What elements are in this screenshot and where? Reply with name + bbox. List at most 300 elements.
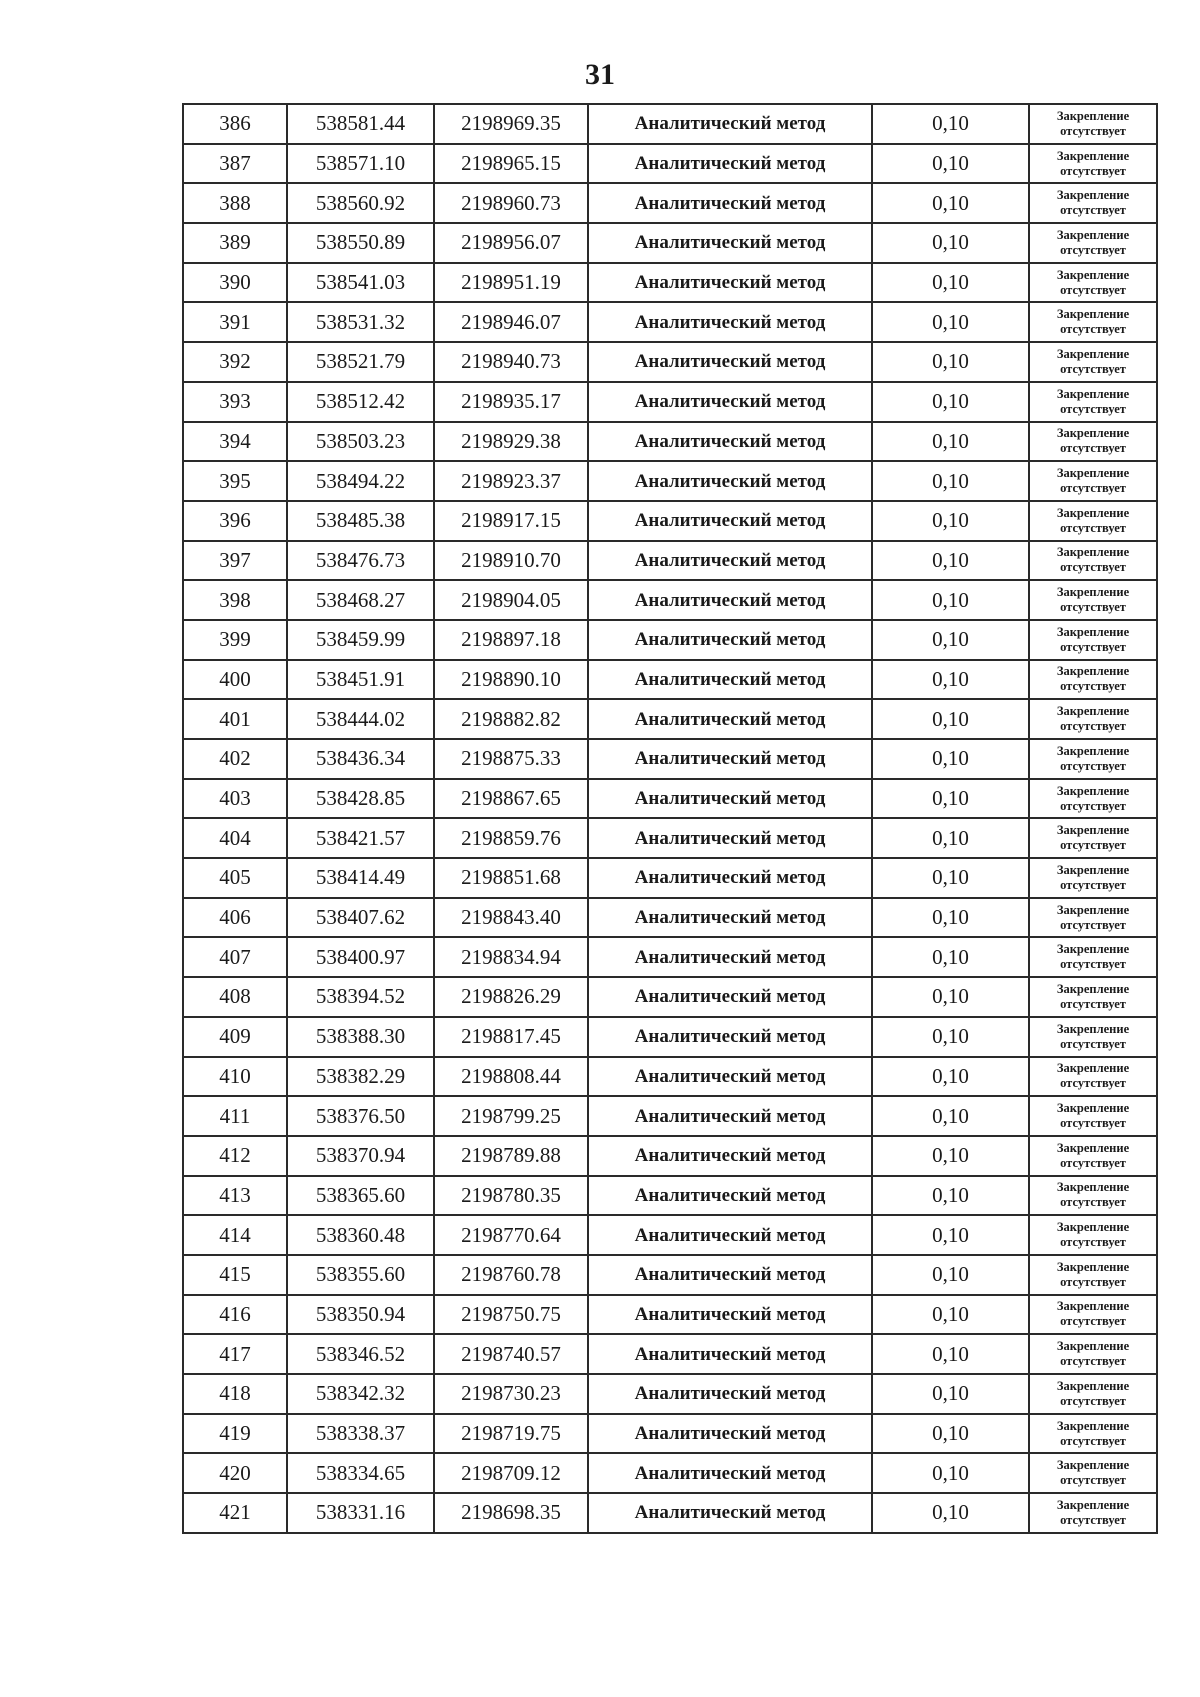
fixation-text: Закрепление [1056, 1220, 1130, 1235]
point-number-cell: 408 [183, 977, 287, 1017]
point-number-cell: 387 [183, 144, 287, 184]
point-number-cell: 402 [183, 739, 287, 779]
fixation-cell [1029, 382, 1157, 422]
fixation-text: отсутствует [1060, 1116, 1126, 1131]
fixation-text: Закрепление [1056, 148, 1130, 163]
accuracy-cell: 0,10 [872, 818, 1029, 858]
y-coordinate-cell: 2198951.19 [434, 263, 588, 303]
fixation-text: Закрепление [1056, 1101, 1130, 1116]
fixation-text: отсутствует [1060, 996, 1126, 1011]
fixation-cell [1029, 977, 1157, 1017]
point-number-cell: 409 [183, 1017, 287, 1057]
fixation-cell [1029, 1255, 1157, 1295]
fixation-cell [1029, 620, 1157, 660]
point-number-cell: 416 [183, 1295, 287, 1335]
x-coordinate-cell: 538541.03 [287, 263, 434, 303]
table-row [183, 223, 1157, 263]
method-cell: Аналитический метод [588, 342, 872, 382]
fixation-cell [1029, 1334, 1157, 1374]
fixation-text: отсутствует [1060, 1274, 1126, 1289]
table-row [183, 620, 1157, 660]
table-row [183, 937, 1157, 977]
fixation-cell [1029, 342, 1157, 382]
x-coordinate-cell: 538376.50 [287, 1096, 434, 1136]
point-number-cell: 417 [183, 1334, 287, 1374]
fixation-text: отсутствует [1060, 798, 1126, 813]
fixation-text: отсутствует [1060, 1354, 1126, 1369]
y-coordinate-cell: 2198789.88 [434, 1136, 588, 1176]
point-number-cell: 399 [183, 620, 287, 660]
x-coordinate-cell: 538407.62 [287, 898, 434, 938]
point-number-cell: 393 [183, 382, 287, 422]
point-number-cell: 398 [183, 580, 287, 620]
fixation-text: отсутствует [1060, 838, 1126, 853]
accuracy-cell: 0,10 [872, 1176, 1029, 1216]
y-coordinate-cell: 2198760.78 [434, 1255, 588, 1295]
method-cell: Аналитический метод [588, 1334, 872, 1374]
y-coordinate-cell: 2198834.94 [434, 937, 588, 977]
table-row [183, 818, 1157, 858]
fixation-text: Закрепление [1056, 1418, 1130, 1433]
fixation-text: Закрепление [1056, 902, 1130, 917]
fixation-text: Закрепление [1056, 386, 1130, 401]
fixation-text: Закрепление [1056, 346, 1130, 361]
y-coordinate-cell: 2198867.65 [434, 779, 588, 819]
point-number-cell: 388 [183, 183, 287, 223]
fixation-text: Закрепление [1056, 188, 1130, 203]
table-row [183, 699, 1157, 739]
fixation-text: отсутствует [1060, 1076, 1126, 1091]
accuracy-cell: 0,10 [872, 1136, 1029, 1176]
x-coordinate-cell: 538459.99 [287, 620, 434, 660]
y-coordinate-cell: 2198946.07 [434, 302, 588, 342]
fixation-text: отсутствует [1060, 401, 1126, 416]
accuracy-cell: 0,10 [872, 779, 1029, 819]
method-cell: Аналитический метод [588, 461, 872, 501]
point-number-cell: 394 [183, 422, 287, 462]
method-cell: Аналитический метод [588, 1295, 872, 1335]
point-number-cell: 415 [183, 1255, 287, 1295]
x-coordinate-cell: 538342.32 [287, 1374, 434, 1414]
fixation-cell [1029, 144, 1157, 184]
table-row [183, 501, 1157, 541]
x-coordinate-cell: 538414.49 [287, 858, 434, 898]
accuracy-cell: 0,10 [872, 104, 1029, 144]
x-coordinate-cell: 538521.79 [287, 342, 434, 382]
accuracy-cell: 0,10 [872, 541, 1029, 581]
table-row [183, 104, 1157, 144]
table-row [183, 898, 1157, 938]
fixation-cell [1029, 898, 1157, 938]
accuracy-cell: 0,10 [872, 1057, 1029, 1097]
table-row [183, 1453, 1157, 1493]
fixation-cell [1029, 1453, 1157, 1493]
point-number-cell: 404 [183, 818, 287, 858]
fixation-cell [1029, 1096, 1157, 1136]
accuracy-cell: 0,10 [872, 1334, 1029, 1374]
fixation-cell [1029, 580, 1157, 620]
accuracy-cell: 0,10 [872, 620, 1029, 660]
table-row [183, 422, 1157, 462]
fixation-text: Закрепление [1056, 823, 1130, 838]
accuracy-cell: 0,10 [872, 1215, 1029, 1255]
table-row [183, 779, 1157, 819]
accuracy-cell: 0,10 [872, 1295, 1029, 1335]
fixation-cell [1029, 501, 1157, 541]
method-cell: Аналитический метод [588, 1176, 872, 1216]
x-coordinate-cell: 538550.89 [287, 223, 434, 263]
method-cell: Аналитический метод [588, 1057, 872, 1097]
method-cell: Аналитический метод [588, 382, 872, 422]
fixation-text: отсутствует [1060, 361, 1126, 376]
fixation-cell [1029, 541, 1157, 581]
point-number-cell: 392 [183, 342, 287, 382]
table-row [183, 1493, 1157, 1533]
accuracy-cell: 0,10 [872, 183, 1029, 223]
x-coordinate-cell: 538468.27 [287, 580, 434, 620]
y-coordinate-cell: 2198910.70 [434, 541, 588, 581]
table-row [183, 183, 1157, 223]
method-cell: Аналитический метод [588, 660, 872, 700]
fixation-cell [1029, 779, 1157, 819]
method-cell: Аналитический метод [588, 1453, 872, 1493]
fixation-cell [1029, 1493, 1157, 1533]
x-coordinate-cell: 538451.91 [287, 660, 434, 700]
point-number-cell: 386 [183, 104, 287, 144]
fixation-cell [1029, 302, 1157, 342]
y-coordinate-cell: 2198799.25 [434, 1096, 588, 1136]
method-cell: Аналитический метод [588, 422, 872, 462]
x-coordinate-cell: 538421.57 [287, 818, 434, 858]
fixation-cell [1029, 858, 1157, 898]
fixation-cell [1029, 818, 1157, 858]
accuracy-cell: 0,10 [872, 302, 1029, 342]
method-cell: Аналитический метод [588, 818, 872, 858]
accuracy-cell: 0,10 [872, 342, 1029, 382]
table-row [183, 1215, 1157, 1255]
x-coordinate-cell: 538436.34 [287, 739, 434, 779]
x-coordinate-cell: 538485.38 [287, 501, 434, 541]
fixation-text: Закрепление [1056, 307, 1130, 322]
x-coordinate-cell: 538388.30 [287, 1017, 434, 1057]
accuracy-cell: 0,10 [872, 461, 1029, 501]
fixation-text: Закрепление [1056, 664, 1130, 679]
method-cell: Аналитический метод [588, 223, 872, 263]
table-row [183, 858, 1157, 898]
x-coordinate-cell: 538512.42 [287, 382, 434, 422]
fixation-cell [1029, 1295, 1157, 1335]
point-number-cell: 389 [183, 223, 287, 263]
y-coordinate-cell: 2198897.18 [434, 620, 588, 660]
table-row [183, 1136, 1157, 1176]
fixation-text: отсутствует [1060, 163, 1126, 178]
x-coordinate-cell: 538370.94 [287, 1136, 434, 1176]
table-row [183, 660, 1157, 700]
x-coordinate-cell: 538382.29 [287, 1057, 434, 1097]
point-number-cell: 403 [183, 779, 287, 819]
fixation-text: Закрепление [1056, 1378, 1130, 1393]
point-number-cell: 390 [183, 263, 287, 303]
table-row [183, 302, 1157, 342]
y-coordinate-cell: 2198875.33 [434, 739, 588, 779]
fixation-text: Закрепление [1056, 1021, 1130, 1036]
y-coordinate-cell: 2198698.35 [434, 1493, 588, 1533]
method-cell: Аналитический метод [588, 501, 872, 541]
table-row [183, 977, 1157, 1017]
point-number-cell: 420 [183, 1453, 287, 1493]
y-coordinate-cell: 2198917.15 [434, 501, 588, 541]
accuracy-cell: 0,10 [872, 1493, 1029, 1533]
fixation-text: Закрепление [1056, 1458, 1130, 1473]
x-coordinate-cell: 538346.52 [287, 1334, 434, 1374]
method-cell: Аналитический метод [588, 1414, 872, 1454]
x-coordinate-cell: 538355.60 [287, 1255, 434, 1295]
y-coordinate-cell: 2198935.17 [434, 382, 588, 422]
fixation-cell [1029, 739, 1157, 779]
fixation-text: отсутствует [1060, 322, 1126, 337]
accuracy-cell: 0,10 [872, 739, 1029, 779]
fixation-text: Закрепление [1056, 1140, 1130, 1155]
accuracy-cell: 0,10 [872, 1414, 1029, 1454]
method-cell: Аналитический метод [588, 302, 872, 342]
fixation-cell [1029, 1017, 1157, 1057]
x-coordinate-cell: 538503.23 [287, 422, 434, 462]
x-coordinate-cell: 538531.32 [287, 302, 434, 342]
point-number-cell: 411 [183, 1096, 287, 1136]
x-coordinate-cell: 538581.44 [287, 104, 434, 144]
accuracy-cell: 0,10 [872, 1453, 1029, 1493]
accuracy-cell: 0,10 [872, 937, 1029, 977]
method-cell: Аналитический метод [588, 739, 872, 779]
fixation-text: отсутствует [1060, 719, 1126, 734]
fixation-cell [1029, 223, 1157, 263]
y-coordinate-cell: 2198960.73 [434, 183, 588, 223]
method-cell: Аналитический метод [588, 937, 872, 977]
point-number-cell: 414 [183, 1215, 287, 1255]
table-row [183, 144, 1157, 184]
accuracy-cell: 0,10 [872, 144, 1029, 184]
accuracy-cell: 0,10 [872, 263, 1029, 303]
fixation-text: Закрепление [1056, 743, 1130, 758]
point-number-cell: 396 [183, 501, 287, 541]
x-coordinate-cell: 538334.65 [287, 1453, 434, 1493]
x-coordinate-cell: 538494.22 [287, 461, 434, 501]
fixation-text: отсутствует [1060, 679, 1126, 694]
x-coordinate-cell: 538331.16 [287, 1493, 434, 1533]
method-cell: Аналитический метод [588, 1017, 872, 1057]
point-number-cell: 395 [183, 461, 287, 501]
fixation-cell [1029, 1215, 1157, 1255]
fixation-text: Закрепление [1056, 466, 1130, 481]
table-row [183, 1176, 1157, 1216]
fixation-cell [1029, 1414, 1157, 1454]
x-coordinate-cell: 538444.02 [287, 699, 434, 739]
fixation-text: отсутствует [1060, 1473, 1126, 1488]
y-coordinate-cell: 2198843.40 [434, 898, 588, 938]
accuracy-cell: 0,10 [872, 898, 1029, 938]
table-row [183, 580, 1157, 620]
table-row [183, 263, 1157, 303]
y-coordinate-cell: 2198940.73 [434, 342, 588, 382]
fixation-text: Закрепление [1056, 1339, 1130, 1354]
y-coordinate-cell: 2198851.68 [434, 858, 588, 898]
point-number-cell: 419 [183, 1414, 287, 1454]
fixation-text: отсутствует [1060, 1155, 1126, 1170]
fixation-cell [1029, 1136, 1157, 1176]
coordinates-table-body [183, 104, 1157, 1533]
point-number-cell: 412 [183, 1136, 287, 1176]
fixation-text: Закрепление [1056, 783, 1130, 798]
fixation-text: Закрепление [1056, 227, 1130, 242]
point-number-cell: 401 [183, 699, 287, 739]
fixation-text: отсутствует [1060, 1036, 1126, 1051]
method-cell: Аналитический метод [588, 541, 872, 581]
fixation-text: отсутствует [1060, 560, 1126, 575]
fixation-text: Закрепление [1056, 862, 1130, 877]
method-cell: Аналитический метод [588, 104, 872, 144]
fixation-text: Закрепление [1056, 585, 1130, 600]
point-number-cell: 410 [183, 1057, 287, 1097]
accuracy-cell: 0,10 [872, 660, 1029, 700]
fixation-text: Закрепление [1056, 1259, 1130, 1274]
fixation-text: Закрепление [1056, 981, 1130, 996]
x-coordinate-cell: 538394.52 [287, 977, 434, 1017]
fixation-text: отсутствует [1060, 242, 1126, 257]
point-number-cell: 407 [183, 937, 287, 977]
accuracy-cell: 0,10 [872, 223, 1029, 263]
table-row [183, 1096, 1157, 1136]
y-coordinate-cell: 2198730.23 [434, 1374, 588, 1414]
table-row [183, 1374, 1157, 1414]
fixation-cell [1029, 1057, 1157, 1097]
method-cell: Аналитический метод [588, 183, 872, 223]
method-cell: Аналитический метод [588, 1096, 872, 1136]
fixation-text: отсутствует [1060, 1433, 1126, 1448]
fixation-cell [1029, 699, 1157, 739]
accuracy-cell: 0,10 [872, 422, 1029, 462]
table-row [183, 1414, 1157, 1454]
method-cell: Аналитический метод [588, 1136, 872, 1176]
x-coordinate-cell: 538360.48 [287, 1215, 434, 1255]
method-cell: Аналитический метод [588, 858, 872, 898]
x-coordinate-cell: 538560.92 [287, 183, 434, 223]
table-row [183, 382, 1157, 422]
fixation-text: Закрепление [1056, 624, 1130, 639]
method-cell: Аналитический метод [588, 144, 872, 184]
fixation-text: отсутствует [1060, 639, 1126, 654]
accuracy-cell: 0,10 [872, 382, 1029, 422]
method-cell: Аналитический метод [588, 580, 872, 620]
accuracy-cell: 0,10 [872, 1255, 1029, 1295]
fixation-cell [1029, 660, 1157, 700]
y-coordinate-cell: 2198750.75 [434, 1295, 588, 1335]
y-coordinate-cell: 2198780.35 [434, 1176, 588, 1216]
fixation-text: отсутствует [1060, 203, 1126, 218]
point-number-cell: 418 [183, 1374, 287, 1414]
fixation-text: Закрепление [1056, 545, 1130, 560]
x-coordinate-cell: 538365.60 [287, 1176, 434, 1216]
point-number-cell: 405 [183, 858, 287, 898]
point-number-cell: 391 [183, 302, 287, 342]
y-coordinate-cell: 2198826.29 [434, 977, 588, 1017]
y-coordinate-cell: 2198770.64 [434, 1215, 588, 1255]
table-row [183, 541, 1157, 581]
table-row [183, 342, 1157, 382]
fixation-text: отсутствует [1060, 877, 1126, 892]
x-coordinate-cell: 538476.73 [287, 541, 434, 581]
y-coordinate-cell: 2198719.75 [434, 1414, 588, 1454]
fixation-text: Закрепление [1056, 704, 1130, 719]
method-cell: Аналитический метод [588, 620, 872, 660]
method-cell: Аналитический метод [588, 263, 872, 303]
y-coordinate-cell: 2198817.45 [434, 1017, 588, 1057]
table-row [183, 1057, 1157, 1097]
point-number-cell: 397 [183, 541, 287, 581]
x-coordinate-cell: 538350.94 [287, 1295, 434, 1335]
table-row [183, 461, 1157, 501]
method-cell: Аналитический метод [588, 1255, 872, 1295]
table-row [183, 1334, 1157, 1374]
x-coordinate-cell: 538428.85 [287, 779, 434, 819]
fixation-text: отсутствует [1060, 1314, 1126, 1329]
fixation-text: Закрепление [1056, 1497, 1130, 1512]
fixation-cell [1029, 1176, 1157, 1216]
table-row [183, 739, 1157, 779]
accuracy-cell: 0,10 [872, 1374, 1029, 1414]
point-number-cell: 400 [183, 660, 287, 700]
y-coordinate-cell: 2198965.15 [434, 144, 588, 184]
fixation-text: Закрепление [1056, 505, 1130, 520]
fixation-text: отсутствует [1060, 1195, 1126, 1210]
y-coordinate-cell: 2198740.57 [434, 1334, 588, 1374]
fixation-cell [1029, 1374, 1157, 1414]
fixation-text: Закрепление [1056, 1061, 1130, 1076]
x-coordinate-cell: 538338.37 [287, 1414, 434, 1454]
fixation-text: отсутствует [1060, 282, 1126, 297]
fixation-text: отсутствует [1060, 957, 1126, 972]
method-cell: Аналитический метод [588, 898, 872, 938]
fixation-text: Закрепление [1056, 108, 1130, 123]
table-row [183, 1295, 1157, 1335]
point-number-cell: 413 [183, 1176, 287, 1216]
fixation-text: Закрепление [1056, 1299, 1130, 1314]
accuracy-cell: 0,10 [872, 699, 1029, 739]
point-number-cell: 421 [183, 1493, 287, 1533]
table-row [183, 1255, 1157, 1295]
fixation-text: отсутствует [1060, 1235, 1126, 1250]
accuracy-cell: 0,10 [872, 580, 1029, 620]
fixation-text: отсутствует [1060, 758, 1126, 773]
fixation-cell [1029, 937, 1157, 977]
y-coordinate-cell: 2198709.12 [434, 1453, 588, 1493]
y-coordinate-cell: 2198904.05 [434, 580, 588, 620]
method-cell: Аналитический метод [588, 779, 872, 819]
x-coordinate-cell: 538400.97 [287, 937, 434, 977]
accuracy-cell: 0,10 [872, 858, 1029, 898]
y-coordinate-cell: 2198890.10 [434, 660, 588, 700]
fixation-cell [1029, 422, 1157, 462]
fixation-text: отсутствует [1060, 520, 1126, 535]
fixation-cell [1029, 183, 1157, 223]
method-cell: Аналитический метод [588, 1374, 872, 1414]
method-cell: Аналитический метод [588, 977, 872, 1017]
fixation-cell [1029, 461, 1157, 501]
point-number-cell: 406 [183, 898, 287, 938]
method-cell: Аналитический метод [588, 699, 872, 739]
fixation-text: отсутствует [1060, 1393, 1126, 1408]
fixation-cell [1029, 104, 1157, 144]
fixation-text: Закрепление [1056, 426, 1130, 441]
